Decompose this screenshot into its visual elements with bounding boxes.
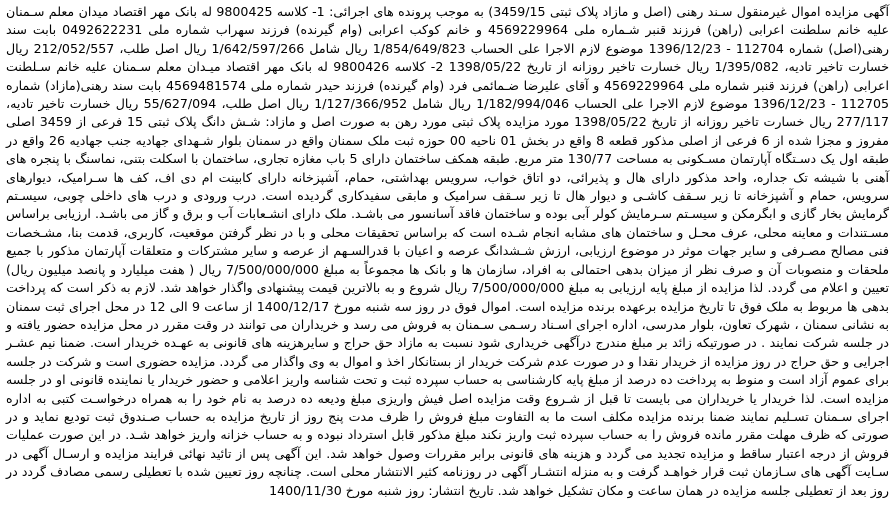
notice-body-text: آگهی مزایده اموال غیرمنقول سـند رهنی (اصل و مازاد پلاک ثبتی 3459/15) به موجب پرونده های اجرائی: 1- کلاسه 9800425 له بانک مهر اقتصاد میدان معلم سـمنان علیه خانم سلطنت اعرابی (راهن) فرزند قنبر شـماره ملی 4569229964 و خانم کوکب اعرابی (وام گیرنده) فرزند سهراب شماره ملی 0492622231 بابت سند رهنی(اصل) شماره 112704 - 1396/12/23 موضوع لازم الاجرا علی الحساب 1/854/649/823 ریال شامل 1/642/597/266 ریال اصل طلب، 212/052/557 ریال خسارت تاخیر تادیه، 1/395/082 ریال خسارت تاخیر روزانه از تاریخ 1398/05/22 2- کلاسه 9800426 له بانک مهر اقتصاد میـدان معلم سـمنان علیه خانم سـلطنت اعرابی (راهن) فرزند قنبر شماره ملی 4569229964 و آقای علیرضا ضـمائمی فرد (وام گیرنده) فرزند حیدر شماره ملی 4569481574 بابت سند رهنی(مازاد) شماره 112705 - 1396/12/23 موضوع لازم الاجرا علی الحساب 1/182/994/046 ریال شامل 1/127/366/952 ریال اصل طلب، 55/627/094 ریال خسارت تاخیر تادیه، 277/117 ریال خسارت تاخیر روزانه از تاریخ 1398/05/22 مورد مزایده پلاک ثبتی مورد رهن به صورت اصل و مازاد: شـش دانگ پلاک ثبتی 15 فرعی از 3459 اصلی مفروز و مجزا شده از 6 فرعی از اصلی مذکور قطعه 8 واقع در بخش 01 ناحیه 00 حوزه ثبت ملک سمنان واقع در سمنان بلوار شـهدای جهادیه جنب جهادیه 26 واقع در طبقه اول یک دسـتگاه آپارتمان مسـکونی به مساحت 130/77 متر مربع. طبقه همکف ساختمان دارای 5 باب مغازه تجاری، ساختمان با اسکلت بتنی، نماسنگ با پنجره های آهنی با شیشه تک جداره، واحد مذکور دارای هال و پذیرائی، دو اتاق خواب، سرویس بهداشتی، حمام، آشپزخانه دارای کابینت ام دی اف، کف ها سـرامیک، دیوارهای سرویس، حمام و آشپزخانه تا زیر سـقف کاشـی و دیوار هال تا زیر سـقف سرامیک و مابقی سفیدکاری گردیده است. درب ورودی و درب های داخلی چوبی، سیسـتم گرمایش بخار گازی و ابگرمکن و سیسـتم سـرمایش کولر آبی بوده و ساختمان فاقد آسانسور می باشـد. ملک دارای انشـعابات آب و برق و گاز می باشـد. ارزیابی براساس مسـتندات و معاینه محلی، عرف محـل و ساختمان های مشابه انجام شـده است که براساس تحقیقات محلی و با در نظر گرفتن موقعیت، کاربری، قدمت بنا، مشـخصات فنی مصالح مصـرفی و سایر جهات موثر در موضوع ارزیابی، ارزش شـشدانگ عرصه و اعیان با قدرالسـهم از عرصه و سایر مشترکات و متعلقات آپارتمان مذکور با جمیع ملحقات و منصوبات آن و صرف نظر از میزان بدهی احتمالی به افراد، سازمان ها و بانک ها مجموعاً به مبلغ 7/500/000/000 ریال ( هفت میلیارد و پانصد میلیون ریال) تعیین و اعلام می گردد. لذا مزایده از مبلغ پایه ارزیابی به مبلغ 7/500/000/000 ریال شروع و به بالاترین قیمت پیشنهادی واگذار خواهد شد. لازم به ذکر است که پرداخت بدهی ها مربوط به ملک فوق تا تاریخ مزایده برعهده برنده مزایده است. اموال فوق در روز سه شنبه مورخ 1400/12/17 از ساعت 9 الی 12 در محل اجرای ثبت سمنان به نشانی سمنان ، شهرک تعاون، بلوار مدرسی، اداره اجرای اسـناد رسـمی سـمنان به فروش می رسد و خریداران می توانند در وقت مقرر در محل مزایده حضور یافته و در جلسه شرکت نمایند . در صورتیکه زائد بر مبلغ مندرج درآگهی خریداری شود نسبت به مازاد حق حراج و سایرهزینه های قانونی به عهـده خریدار است. ضمنا نیم عشـر اجرایی و حق حراج در روز مزایده از خریدار نقدا و در صورت عدم شرکت خریدار از بستانکار اخذ و اموال به وی واگذار می گردد. مزایده حضوری است و شرکت در جلسه برای عموم آزاد است و منوط به پرداخت ده درصد از مبلغ پایه کارشناسی به حساب سپرده ثبت و تحت شناسه واریز اعلامی و حضور خریدار یا نماینده قانونی او در جلسه مزایده است. لذا خریدار یا خریداران می بایست تا قبل از شـروع وقت مزایده اصل فیش واریزی مبلغ ودیعه ده درصد به نام خود را به همراه درخواسـت کتبی به اداره اجرای سـمنان تسـلیم نمایند ضمنا برنده مزایده مکلف است ما به التفاوت مبلغ فروش را ظرف مدت پنج روز از تاریخ مزایده به حساب صـندوق ثبت تودیع نماید و در صورتی که ظرف مهلت مقرر مانده فروش را به حساب سپرده ثبت واریز نکند مبلغ مذکور قابل استرداد نبوده و به حساب خزانه واریز خواهد شـد. در این صورت عملیات فروش از درجه اعتبار ساقط و مزایده تجدید می گردد و هزینه های قانونی برابر مقررات وصول خواهد شد. این آگهی پس از تائید نهائی فرایند مزایده و ارسـال آگهی در سـایت آگهی های سـازمان ثبت قرار خواهـد گرفت و به منزله انتشـار آگهی در روزنامه کثیر الانتشار محلی است. چنانچه روز تعیین شده با تعطیلی رسمی مصادف گردد در روز بعد از تعطیلی جلسه مزایده در همان ساعت و مکان تشکیل خواهد شد. تاریخ انتشار: روز شنبه مورخ 1400/11/30 — [6, 4, 890, 498]
